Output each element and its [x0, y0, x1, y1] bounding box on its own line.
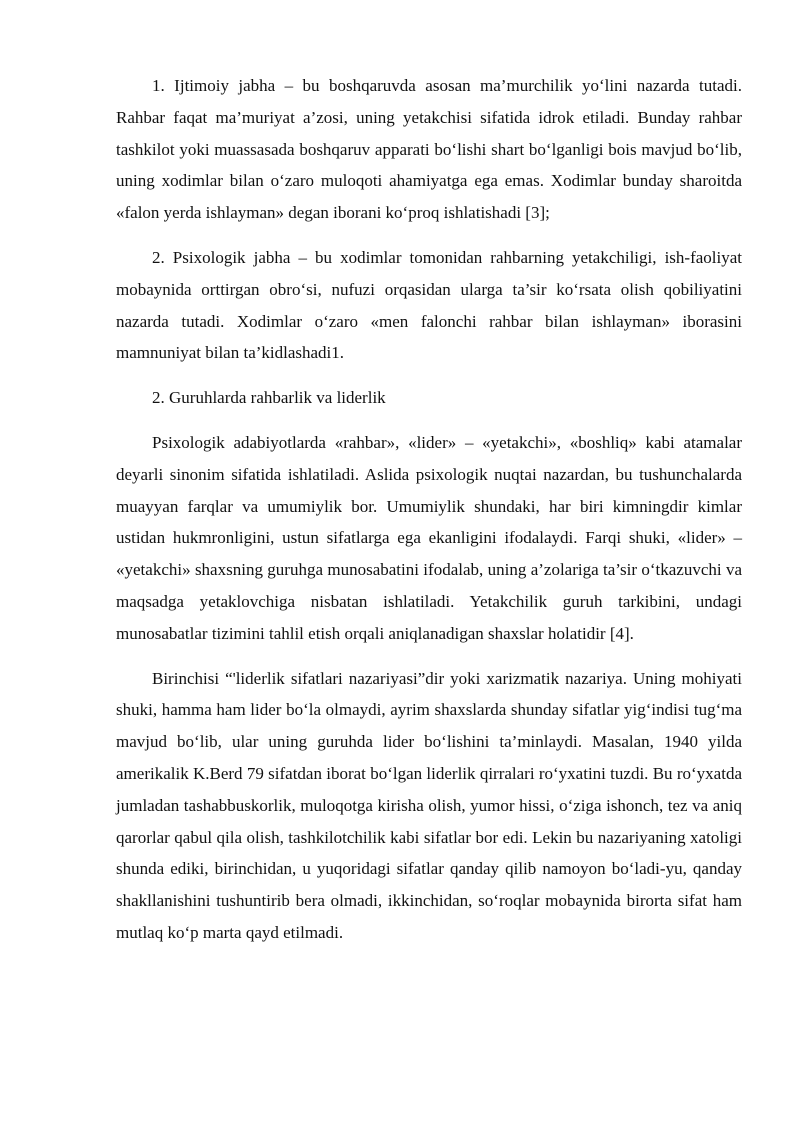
section-heading: 2. Guruhlarda rahbarlik va liderlik [152, 388, 386, 408]
paragraph-social-aspect: 1. Ijtimoiy jabha – bu boshqaruvda asosan ma’murchilik yo‘lini nazarda tutadi. Rahbar faqat ma’muriyat a’zosi, uning yetakchisi sifatida idrok etiladi. Bunday rahbar tashkilot yoki muassasada boshqaruv apparati bo‘lishi shart bo‘lganligi bois mavjud bo‘lib, uning xodimlar bilan o‘zaro muloqoti ahamiyatga ega emas. Xodimlar bunday sharoitda «falon yerda ishlayman» degan iborani ko‘proq ishlatishadi [3]; [116, 76, 742, 223]
paragraph-psychological-aspect: 2. Psixologik jabha – bu xodimlar tomonidan rahbarning yetakchiligi, ish-faoliyat mobaynida orttirgan obro‘si, nufuzi orqasidan ularga ta’sir ko‘rsata olish qobiliyatini nazarda tutadi. Xodimlar o‘zaro «men falonchi rahbar bilan ishlayman» iborasini mamnuniyat bilan ta’kidlashadi1. [116, 247, 742, 363]
document-page [116, 70, 742, 962]
paragraph-leader-terms: Psixologik adabiyotlarda «rahbar», «lider» – «yetakchi», «boshliq» kabi atamalar deyarli sinonim sifatida ishlatiladi. Aslida psixologik nuqtai nazardan, bu tushunchalarda muayyan farqlar va umumiylik bor. Umumiylik shundaki, har biri kimningdir kimlar ustidan hukmronligini, ustun sifatlarga ega ekanligini ifodalaydi. Farqi shuki, «lider» – «yetakchi» shaxsning guruhga munosabatini ifodalab, uning a’zolariga ta’sir o‘tkazuvchi va maqsadga yetaklovchiga nisbatan ishlatiladi. Yetakchilik guruh tarkibini, undagi munosabatlar tizimini tahlil etish orqali aniqlanadigan shaxslar holatidir [4]. [116, 432, 742, 643]
paragraph-trait-theory: Birinchisi “'liderlik sifatlari nazariyasi”dir yoki xarizmatik nazariya. Uning mohiyati shuki, hamma ham lider bo‘la olmaydi, ayrim shaxslarda shunday sifatlar yig‘indisi tug‘ma mavjud bo‘lib, ular uning guruhda lider bo‘lishini ta’minlaydi. Masalan, 1940 yilda amerikalik K.Berd 79 sifatdan iborat bo‘lgan liderlik qirralari ro‘yxatini tuzdi. Bu ro‘yxatda jumladan tashabbuskorlik, muloqotga kirisha olish, yumor hissi, o‘ziga ishonch, tez va aniq qarorlar qabul qila olish, tashkilotchilik kabi sifatlar bor edi. Lekin bu nazariyaning xatoligi shunda ediki, birinchidan, u yuqoridagi sifatlar qanday qilib namoyon bo‘ladi-yu, qanday shakllanishini tushuntirib bera olmadi, ikkinchidan, so‘roqlar mobaynida birorta sifat ham mutlaq ko‘p marta qayd etilmadi. [116, 668, 742, 942]
